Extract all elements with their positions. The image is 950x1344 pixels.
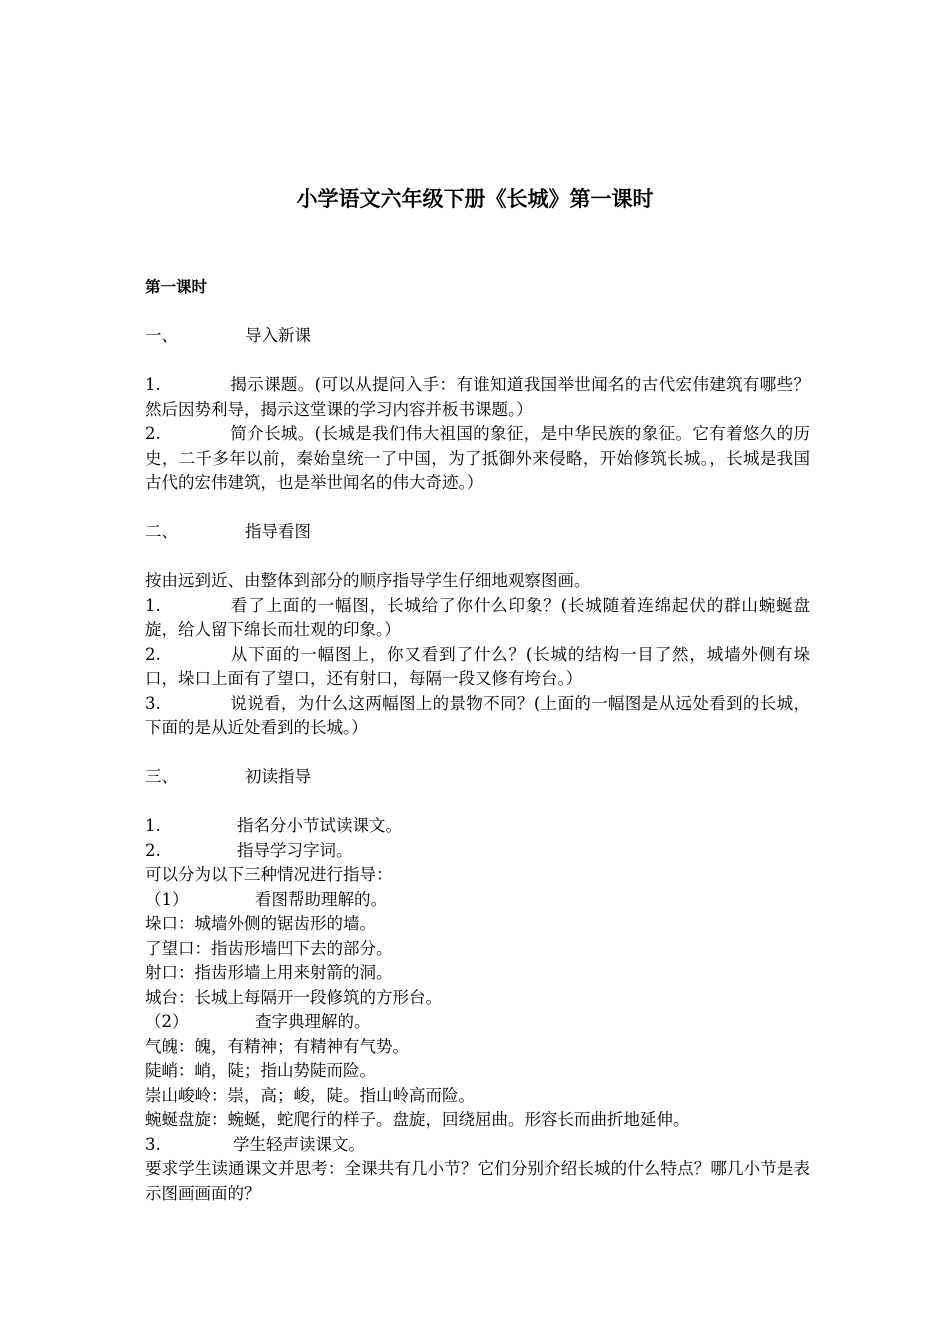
item-number: 2. xyxy=(145,644,161,664)
section-heading-2 xyxy=(145,520,810,545)
document-title: 小学语文六年级下册《长城》第一课时 xyxy=(296,187,654,211)
sub-number: （1） xyxy=(145,889,189,909)
list-item xyxy=(145,373,810,422)
section-heading-text: 初读指导 xyxy=(245,767,311,786)
section-heading-text: 指导看图 xyxy=(245,522,311,541)
sub-text: 查字典理解的。 xyxy=(255,1012,371,1031)
definition: 了望口：指齿形墙凹下去的部分。 xyxy=(145,938,393,958)
closing-paragraph: 要求学生读通课文并思考：全课共有几小节？它们分别介绍长城的什么特点？哪几小节是表示图画画面的？ xyxy=(145,1159,810,1203)
section-heading-1 xyxy=(145,324,810,349)
section-number: 三、 xyxy=(145,767,178,786)
section-number: 一、 xyxy=(145,326,178,345)
item-text: 从下面的一幅图上，你又看到了什么？(长城的结构一目了然，城墙外侧有垛口，垛口上面有了望口，还有射口，每隔一段又修有垮台。） xyxy=(145,644,810,688)
lesson-label: 第一课时 xyxy=(145,278,208,296)
item-text: 指名分小节试读课文。 xyxy=(237,816,402,835)
list-item xyxy=(145,692,810,741)
definition: 蜿蜒盘旋：蜿蜒，蛇爬行的样子。盘旋，回绕屈曲。形容长而曲折地延伸。 xyxy=(145,1110,690,1129)
section-intro: 可以分为以下三种情况进行指导： xyxy=(145,865,393,884)
list-item xyxy=(145,643,810,692)
item-number: 3. xyxy=(145,693,161,713)
item-number: 1. xyxy=(145,816,161,835)
item-number: 2. xyxy=(145,840,161,860)
section-intro: 按由远到近、由整体到部分的顺序指导学生仔细地观察图画。 xyxy=(145,571,591,590)
section-heading-3 xyxy=(145,765,810,790)
section-number: 二、 xyxy=(145,522,178,541)
section-heading-text: 导入新课 xyxy=(245,326,311,345)
document-body xyxy=(145,275,810,1206)
item-text: 指导学习字词。 xyxy=(237,840,353,860)
item-number: 1. xyxy=(145,595,161,615)
item-number: 1. xyxy=(145,375,161,394)
list-item xyxy=(145,839,810,864)
definition: 垛口：城墙外侧的锯齿形的墙。 xyxy=(145,914,376,933)
sub-text: 看图帮助理解的。 xyxy=(255,889,387,909)
definition: 射口：指齿形墙上用来射箭的洞。 xyxy=(145,963,393,982)
item-number: 2. xyxy=(145,424,161,443)
sub-item xyxy=(145,888,810,913)
item-text: 学生轻声读课文。 xyxy=(233,1134,365,1154)
definition: 气魄：魄，有精神；有精神有气势。 xyxy=(145,1036,409,1056)
item-text: 揭示课题。(可以从提问入手：有谁知道我国举世闻名的古代宏伟建筑有哪些？然后因势利导，揭示这堂课的学习内容并板书课题。） xyxy=(145,375,810,419)
sub-number: （2） xyxy=(145,1012,189,1031)
sub-item xyxy=(145,1010,810,1035)
list-item xyxy=(145,814,810,839)
list-item xyxy=(145,594,810,643)
definition: 城台：长城上每隔开一段修筑的方形台。 xyxy=(145,987,442,1007)
list-item xyxy=(145,422,810,496)
list-item xyxy=(145,1133,810,1158)
item-text: 看了上面的一幅图，长城给了你什么印象？(长城随着连绵起伏的群山蜿蜒盘旋，给人留下绵长而壮观的印象。） xyxy=(145,595,810,639)
item-text: 简介长城。(长城是我们伟大祖国的象征，是中华民族的象征。它有着悠久的历史，二千多年以前，秦始皇统一了中国，为了抵御外来侵略，开始修筑长城。，长城是我国古代的宏伟建筑，也是举世闻名的伟大奇迹。） xyxy=(145,424,810,492)
item-number: 3. xyxy=(145,1134,161,1154)
definition: 崇山峻岭：崇，高；峻，陡。指山岭高而险。 xyxy=(145,1085,475,1105)
definition: 陡峭：峭，陡；指山势陡而险。 xyxy=(145,1061,376,1080)
item-text: 说说看，为什么这两幅图上的景物不同？(上面的一幅图是从远处看到的长城，下面的是从近处看到的长城。） xyxy=(145,693,810,737)
